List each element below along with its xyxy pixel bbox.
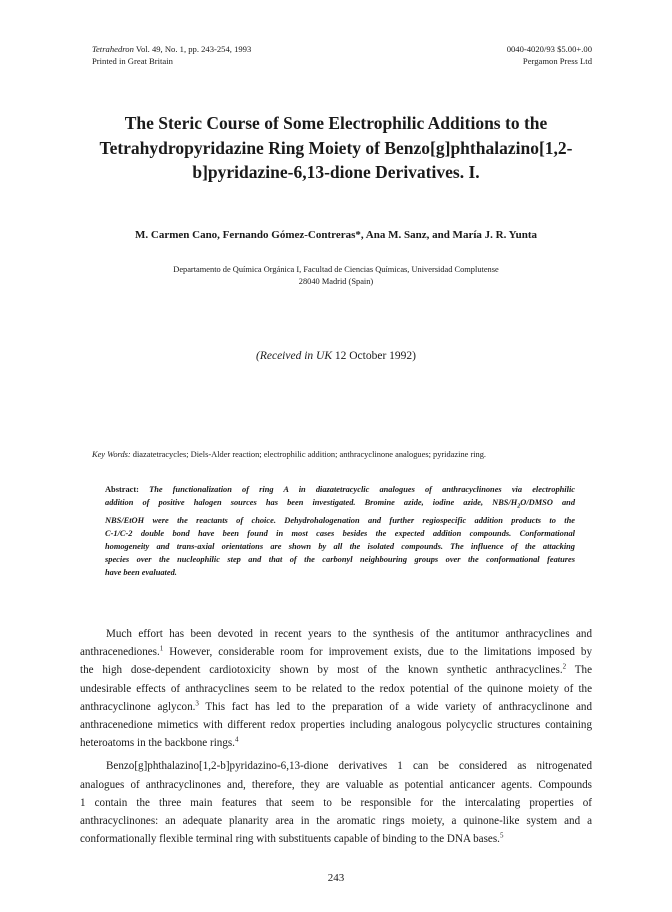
ref-3: 3: [195, 699, 199, 708]
affiliation: Departamento de Química Orgánica I, Facultad de Ciencias Químicas, Universidad Complutense 28040 Madrid (Spain): [173, 265, 499, 286]
key-words-text: diazatetracycles; Diels-Alder reaction; electrophilic addition; anthracyclinone analogues; pyridazine ring.: [132, 450, 487, 459]
ref-5: 5: [499, 831, 504, 840]
ref-4: 4: [234, 735, 239, 744]
paper-title: The Steric Course of Some Electrophilic Additions to the Tetrahydropyridazine Ring Moiety of Benzo[g]phthalazino[1,2- b]pyridazine-6,13-dione Derivatives. I.: [99, 113, 573, 182]
page-number: 243: [327, 872, 345, 884]
key-words-label: Key Words:: [92, 450, 131, 459]
journal-citation: Tetrahedron Vol. 49, No. 1, pp. 243-254, 1993: [92, 44, 252, 54]
issn-price: 0040-4020/93 $5.00+.00: [506, 44, 592, 54]
ref-2: 2: [562, 662, 567, 671]
key-words: [92, 450, 486, 459]
author-list: M. Carmen Cano, Fernando Gómez-Contreras*, Ana M. Sanz, and María J. R. Yunta: [135, 229, 537, 241]
abstract: Abstract: The functionalization of ring A in diazatetracyclic analogues of anthracyclinones via electrophilic addition of positive halogen sources has been investigated. Bromine azide, iodine azide, NBS/$H_2O$/DMSO and NBS/EtOH were the reactants of choice. Dehydrohalogenation and further regiospecific addition products to the C-1/C-2 double bond have been found in most cases besides the expected addition compounds. Conformational homogeneity and trans-axial orientations are shown by all the isolated compounds. The influence of the attacking species over the nucleophilic step and that of the carbonyl neighbouring groups over the conformational features have been evaluated.: [105, 485, 576, 578]
paragraph-2: Benzo[g]phthalazino[1,2-b]pyridazino-6,13-dione derivatives 1 can be considered as nitrogenated: [106, 760, 592, 773]
printed-in: Printed in Great Britain: [92, 55, 173, 66]
abstract-label: Abstract:: [105, 485, 139, 494]
body-text: Much effort has been devoted in recent years to the synthesis of the antitumor anthracyclines and anthracenediones.$^1$ However, considerable room for improvement exists, due to the limitations imposed by the high dose-dependent cardiotoxicity shown by most of the known synthetic anthracyclines.$^2$ The undesirable effects of anthracyclines seem to be related to the redox potential of the quinone moiety of the anthracyclinone aglycon.$^3$ This fact has led to the preparation of a wide variety of anthracyclinone and anthracenedione mimetics with different redox properties including analogous polycyclic structures containing heteroatoms in the backbone rings.$^4$ Benzo[g]phthalazino[1,2-b]pyridazino-6,13-dione derivatives 1 can be considered as nitrogenated analogues of anthracyclinones and, therefore, they are valuable as potential anticancer agents. Compounds 1 contain the three main features that seem to be responsible for the intercalating properties of anthracyclinones: an adequate planarity area in the aromatic rings moiety, a quinone-like system and a conformationally flexible terminal ring with substituents capable of binding to the DNA bases.$^5$: [80, 625, 592, 848]
received-date: (Received in UK 12 October 1992): [256, 350, 416, 362]
ref-1: 1: [159, 644, 164, 653]
publisher-header: [507, 44, 592, 67]
journal-header: [92, 44, 251, 67]
publisher: Pergamon Press Ltd: [522, 55, 592, 66]
paragraph-1: Much effort has been devoted in recent years to the synthesis of the antitumor anthracyclines and: [106, 628, 592, 640]
